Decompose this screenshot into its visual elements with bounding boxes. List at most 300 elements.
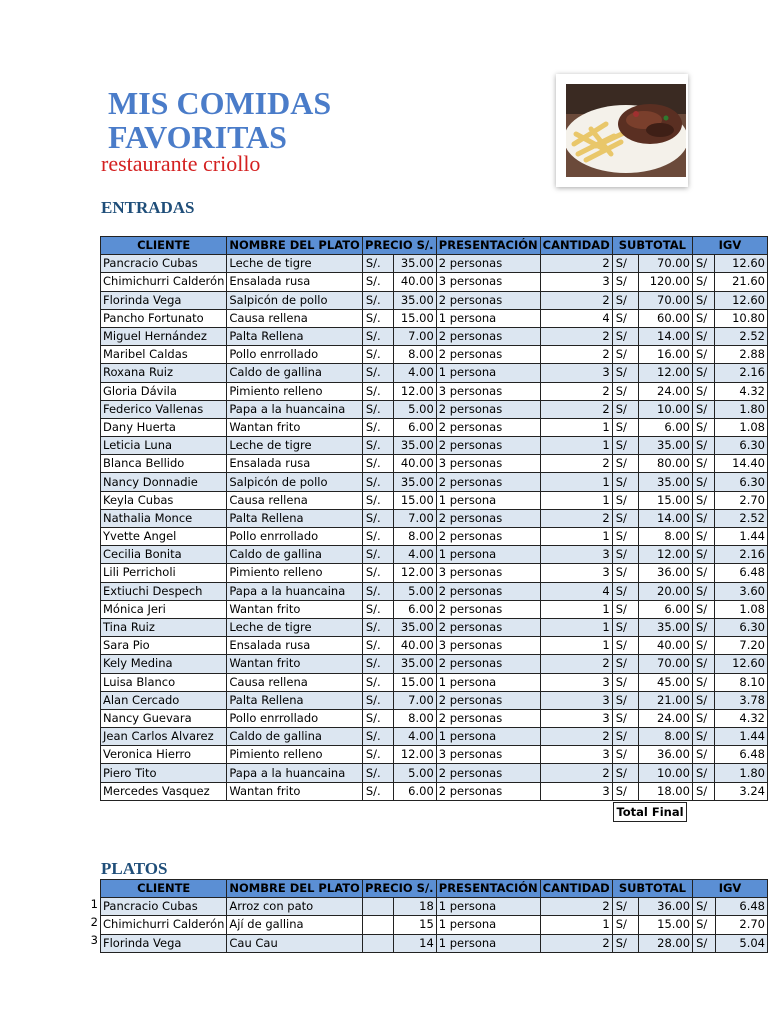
cell-igv: 21.60 xyxy=(715,273,768,291)
table-row xyxy=(101,898,768,916)
cell-subtotal-currency: S/ xyxy=(612,273,639,291)
cell-presentacion: 2 personas xyxy=(436,618,540,636)
cell-igv-currency: S/ xyxy=(692,437,714,455)
cell-subtotal-currency: S/ xyxy=(612,473,639,491)
cell-precio: 4.00 xyxy=(393,546,436,564)
cell-subtotal-currency: S/ xyxy=(612,364,639,382)
cell-plato: Leche de tigre xyxy=(227,255,362,273)
cell-igv: 4.32 xyxy=(715,709,768,727)
table-row xyxy=(101,400,768,418)
cell-igv: 1.80 xyxy=(715,400,768,418)
cell-subtotal-currency: S/ xyxy=(612,546,639,564)
cell-cliente: Maribel Caldas xyxy=(101,346,227,364)
cell-presentacion: 1 persona xyxy=(436,728,540,746)
cell-precio: 40.00 xyxy=(393,455,436,473)
title-line-2: FAVORITAS xyxy=(108,119,287,155)
cell-igv: 2.16 xyxy=(715,364,768,382)
cell-igv: 10.80 xyxy=(715,309,768,327)
cell-plato: Causa rellena xyxy=(227,309,362,327)
cell-cliente: Federico Vallenas xyxy=(101,400,227,418)
cell-precio-currency: S/. xyxy=(362,764,393,782)
cell-igv-currency: S/ xyxy=(692,618,714,636)
cell-plato: Ensalada rusa xyxy=(227,273,362,291)
cell-precio: 35.00 xyxy=(393,437,436,455)
page-title xyxy=(108,86,331,154)
cell-subtotal-currency: S/ xyxy=(612,437,639,455)
cell-precio-currency: S/. xyxy=(362,437,393,455)
cell-cantidad: 2 xyxy=(540,764,612,782)
cell-cantidad: 3 xyxy=(540,564,612,582)
col-header-igv: IGV xyxy=(693,880,768,898)
cell-subtotal: 14.00 xyxy=(639,509,693,527)
cell-presentacion: 1 persona xyxy=(436,309,540,327)
cell-igv-currency: S/ xyxy=(693,934,716,952)
cell-presentacion: 2 personas xyxy=(436,473,540,491)
cell-subtotal: 35.00 xyxy=(639,473,693,491)
cell-presentacion: 1 persona xyxy=(436,364,540,382)
total-final-label: Total Final xyxy=(613,802,687,822)
cell-presentacion: 2 personas xyxy=(436,418,540,436)
cell-precio: 7.00 xyxy=(393,691,436,709)
cell-precio: 6.00 xyxy=(393,418,436,436)
cell-precio: 4.00 xyxy=(393,364,436,382)
col-header-subtotal: SUBTOTAL xyxy=(612,880,692,898)
cell-presentacion: 3 personas xyxy=(436,637,540,655)
cell-subtotal-currency: S/ xyxy=(612,673,639,691)
cell-plato: Arroz con pato xyxy=(227,898,362,916)
cell-cantidad: 3 xyxy=(540,673,612,691)
cell-plato: Pimiento relleno xyxy=(227,746,362,764)
cell-precio: 35.00 xyxy=(393,655,436,673)
table-row xyxy=(101,255,768,273)
cell-cliente: Miguel Hernández xyxy=(101,327,227,345)
cell-igv: 7.20 xyxy=(715,637,768,655)
cell-subtotal: 8.00 xyxy=(639,728,693,746)
cell-igv: 12.60 xyxy=(715,655,768,673)
cell-cliente: Pancracio Cubas xyxy=(101,898,227,916)
cell-igv: 2.70 xyxy=(715,491,768,509)
cell-subtotal-currency: S/ xyxy=(612,327,639,345)
table-row xyxy=(101,764,768,782)
cell-igv: 2.16 xyxy=(715,546,768,564)
table-row xyxy=(101,673,768,691)
cell-subtotal: 16.00 xyxy=(639,346,693,364)
cell-presentacion: 2 personas xyxy=(436,509,540,527)
cell-igv: 1.44 xyxy=(715,728,768,746)
cell-precio: 4.00 xyxy=(393,728,436,746)
cell-cliente: Luisa Blanco xyxy=(101,673,227,691)
cell-precio-currency: S/. xyxy=(362,418,393,436)
cell-presentacion: 2 personas xyxy=(436,655,540,673)
cell-igv-currency: S/ xyxy=(692,382,714,400)
cell-cliente: Roxana Ruiz xyxy=(101,364,227,382)
table-row xyxy=(101,934,768,952)
cell-cliente: Florinda Vega xyxy=(101,291,227,309)
cell-plato: Caldo de gallina xyxy=(227,728,362,746)
cell-precio: 6.00 xyxy=(393,600,436,618)
cell-cliente: Cecilia Bonita xyxy=(101,546,227,564)
col-header-presentacion: PRESENTACIÓN xyxy=(436,880,540,898)
cell-precio: 15.00 xyxy=(393,673,436,691)
cell-cliente: Mercedes Vasquez xyxy=(101,782,227,800)
cell-subtotal: 8.00 xyxy=(639,528,693,546)
cell-subtotal-currency: S/ xyxy=(612,400,639,418)
col-header-cantidad: CANTIDAD xyxy=(540,880,612,898)
cell-precio-currency: S/. xyxy=(362,673,393,691)
cell-subtotal-currency: S/ xyxy=(612,491,639,509)
cell-subtotal-currency: S/ xyxy=(612,655,639,673)
cell-cliente: Keyla Cubas xyxy=(101,491,227,509)
cell-plato: Ensalada rusa xyxy=(227,637,362,655)
cell-precio-currency: S/. xyxy=(362,564,393,582)
cell-cliente: Leticia Luna xyxy=(101,437,227,455)
cell-precio-currency: S/. xyxy=(362,327,393,345)
cell-cliente: Chimichurri Calderón xyxy=(101,916,227,934)
cell-precio: 6.00 xyxy=(393,782,436,800)
cell-igv: 2.52 xyxy=(715,327,768,345)
cell-cantidad: 1 xyxy=(540,600,612,618)
cell-cliente: Dany Huerta xyxy=(101,418,227,436)
cell-plato: Salpicón de pollo xyxy=(227,473,362,491)
cell-precio-currency: S/. xyxy=(362,655,393,673)
col-header-igv: IGV xyxy=(692,237,767,255)
cell-igv-currency: S/ xyxy=(692,291,714,309)
cell-igv: 6.30 xyxy=(715,437,768,455)
cell-cantidad: 2 xyxy=(540,291,612,309)
col-header-precio: PRECIO S/. xyxy=(362,237,436,255)
section-title-platos: PLATOS xyxy=(101,859,168,878)
cell-precio: 7.00 xyxy=(393,509,436,527)
table-row xyxy=(101,364,768,382)
cell-precio: 15.00 xyxy=(393,491,436,509)
platos-table xyxy=(100,879,768,953)
table-row xyxy=(101,728,768,746)
cell-precio-currency: S/. xyxy=(362,255,393,273)
cell-igv-currency: S/ xyxy=(692,309,714,327)
cell-igv-currency: S/ xyxy=(692,255,714,273)
table-row xyxy=(101,546,768,564)
cell-presentacion: 2 personas xyxy=(436,764,540,782)
entradas-table xyxy=(100,236,768,801)
cell-subtotal: 36.00 xyxy=(639,746,693,764)
cell-subtotal: 10.00 xyxy=(639,400,693,418)
cell-igv: 8.10 xyxy=(715,673,768,691)
cell-subtotal-currency: S/ xyxy=(612,309,639,327)
cell-igv-currency: S/ xyxy=(693,898,716,916)
cell-igv-currency: S/ xyxy=(692,364,714,382)
cell-cliente: Mónica Jeri xyxy=(101,600,227,618)
cell-subtotal: 35.00 xyxy=(639,618,693,636)
cell-cliente: Pancracio Cubas xyxy=(101,255,227,273)
cell-igv: 3.24 xyxy=(715,782,768,800)
cell-presentacion: 2 personas xyxy=(436,691,540,709)
food-photo-icon xyxy=(566,84,686,177)
cell-precio: 7.00 xyxy=(393,327,436,345)
cell-presentacion: 2 personas xyxy=(436,437,540,455)
table-row xyxy=(101,528,768,546)
cell-precio-currency: S/. xyxy=(362,473,393,491)
cell-precio-currency: S/. xyxy=(362,309,393,327)
table-row xyxy=(101,782,768,800)
cell-plato: Pimiento relleno xyxy=(227,564,362,582)
cell-cantidad: 2 xyxy=(540,255,612,273)
cell-precio-currency: S/. xyxy=(362,491,393,509)
cell-presentacion: 1 persona xyxy=(436,546,540,564)
cell-precio-currency: S/. xyxy=(362,637,393,655)
cell-subtotal: 36.00 xyxy=(639,564,693,582)
table-row xyxy=(101,564,768,582)
col-header-plato: NOMBRE DEL PLATO xyxy=(227,880,362,898)
cell-plato: Wantan frito xyxy=(227,782,362,800)
table-row xyxy=(101,655,768,673)
cell-igv: 1.08 xyxy=(715,418,768,436)
page-subtitle: restaurante criollo xyxy=(101,151,261,176)
cell-igv: 6.48 xyxy=(715,746,768,764)
row-number: 3 xyxy=(90,933,98,947)
cell-subtotal: 21.00 xyxy=(639,691,693,709)
cell-presentacion: 2 personas xyxy=(436,346,540,364)
table-row xyxy=(101,600,768,618)
cell-igv: 6.30 xyxy=(715,473,768,491)
cell-igv-currency: S/ xyxy=(692,655,714,673)
table-row xyxy=(101,746,768,764)
cell-presentacion: 3 personas xyxy=(436,564,540,582)
table-row xyxy=(101,637,768,655)
cell-cantidad: 2 xyxy=(540,382,612,400)
cell-subtotal: 14.00 xyxy=(639,327,693,345)
cell-cliente: Kely Medina xyxy=(101,655,227,673)
cell-igv: 1.44 xyxy=(715,528,768,546)
cell-cantidad: 3 xyxy=(540,546,612,564)
cell-precio: 8.00 xyxy=(393,709,436,727)
cell-cantidad: 2 xyxy=(540,728,612,746)
cell-subtotal-currency: S/ xyxy=(612,528,639,546)
cell-presentacion: 1 persona xyxy=(436,491,540,509)
cell-cantidad: 3 xyxy=(540,691,612,709)
cell-igv-currency: S/ xyxy=(692,764,714,782)
cell-igv-currency: S/ xyxy=(692,546,714,564)
cell-plato: Wantan frito xyxy=(227,600,362,618)
cell-cantidad: 2 xyxy=(540,934,612,952)
row-number: 1 xyxy=(90,897,98,911)
cell-subtotal: 80.00 xyxy=(639,455,693,473)
cell-igv-currency: S/ xyxy=(692,455,714,473)
cell-igv-currency: S/ xyxy=(692,418,714,436)
title-line-1: MIS COMIDAS xyxy=(108,85,332,121)
cell-plato: Pollo enrrollado xyxy=(227,528,362,546)
cell-subtotal: 15.00 xyxy=(639,916,693,934)
cell-subtotal: 10.00 xyxy=(639,764,693,782)
cell-igv-currency: S/ xyxy=(692,346,714,364)
cell-subtotal-currency: S/ xyxy=(612,746,639,764)
table-row xyxy=(101,691,768,709)
cell-precio-currency: S/. xyxy=(362,618,393,636)
cell-igv-currency: S/ xyxy=(692,509,714,527)
cell-plato: Pollo enrrollado xyxy=(227,346,362,364)
cell-igv-currency: S/ xyxy=(692,582,714,600)
cell-precio-currency xyxy=(362,916,393,934)
cell-subtotal: 45.00 xyxy=(639,673,693,691)
cell-plato: Pimiento relleno xyxy=(227,382,362,400)
cell-precio-currency: S/. xyxy=(362,291,393,309)
cell-precio: 12.00 xyxy=(393,564,436,582)
cell-plato: Wantan frito xyxy=(227,655,362,673)
cell-subtotal: 6.00 xyxy=(639,600,693,618)
cell-presentacion: 3 personas xyxy=(436,746,540,764)
cell-precio: 5.00 xyxy=(393,582,436,600)
cell-cantidad: 1 xyxy=(540,418,612,436)
table-row xyxy=(101,473,768,491)
cell-igv: 4.32 xyxy=(715,382,768,400)
cell-subtotal-currency: S/ xyxy=(612,898,639,916)
cell-plato: Salpicón de pollo xyxy=(227,291,362,309)
cell-subtotal: 60.00 xyxy=(639,309,693,327)
cell-cliente: Yvette Angel xyxy=(101,528,227,546)
cell-subtotal: 24.00 xyxy=(639,382,693,400)
cell-precio: 40.00 xyxy=(393,637,436,655)
cell-presentacion: 1 persona xyxy=(436,916,540,934)
cell-subtotal: 12.00 xyxy=(639,546,693,564)
cell-precio-currency: S/. xyxy=(362,509,393,527)
cell-presentacion: 2 personas xyxy=(436,400,540,418)
cell-cantidad: 4 xyxy=(540,309,612,327)
cell-plato: Leche de tigre xyxy=(227,618,362,636)
cell-igv-currency: S/ xyxy=(692,564,714,582)
cell-precio-currency xyxy=(362,934,393,952)
cell-precio: 15.00 xyxy=(393,309,436,327)
cell-subtotal-currency: S/ xyxy=(612,509,639,527)
cell-precio: 15 xyxy=(393,916,436,934)
cell-cantidad: 1 xyxy=(540,437,612,455)
cell-subtotal: 70.00 xyxy=(639,655,693,673)
cell-presentacion: 3 personas xyxy=(436,455,540,473)
cell-cliente: Extiuchi Despech xyxy=(101,582,227,600)
cell-subtotal-currency: S/ xyxy=(612,764,639,782)
cell-cantidad: 4 xyxy=(540,582,612,600)
cell-igv: 1.08 xyxy=(715,600,768,618)
cell-presentacion: 2 personas xyxy=(436,582,540,600)
cell-precio-currency: S/. xyxy=(362,728,393,746)
cell-subtotal-currency: S/ xyxy=(612,382,639,400)
cell-cantidad: 1 xyxy=(540,618,612,636)
cell-cantidad: 3 xyxy=(540,273,612,291)
cell-subtotal-currency: S/ xyxy=(612,618,639,636)
cell-precio-currency: S/. xyxy=(362,582,393,600)
cell-presentacion: 2 personas xyxy=(436,327,540,345)
cell-cliente: Pancho Fortunato xyxy=(101,309,227,327)
cell-precio: 5.00 xyxy=(393,764,436,782)
cell-subtotal: 6.00 xyxy=(639,418,693,436)
cell-cliente: Piero Tito xyxy=(101,764,227,782)
cell-presentacion: 2 personas xyxy=(436,528,540,546)
cell-subtotal-currency: S/ xyxy=(612,728,639,746)
cell-cantidad: 2 xyxy=(540,455,612,473)
table-row xyxy=(101,273,768,291)
cell-cantidad: 1 xyxy=(540,491,612,509)
cell-cliente: Nancy Donnadie xyxy=(101,473,227,491)
cell-subtotal: 70.00 xyxy=(639,255,693,273)
cell-precio-currency: S/. xyxy=(362,600,393,618)
cell-precio-currency: S/. xyxy=(362,346,393,364)
cell-subtotal-currency: S/ xyxy=(612,782,639,800)
cell-subtotal-currency: S/ xyxy=(612,934,639,952)
cell-cliente: Alan Cercado xyxy=(101,691,227,709)
cell-subtotal: 20.00 xyxy=(639,582,693,600)
cell-precio: 5.00 xyxy=(393,400,436,418)
cell-presentacion: 2 personas xyxy=(436,709,540,727)
cell-precio: 18 xyxy=(393,898,436,916)
cell-presentacion: 1 persona xyxy=(436,673,540,691)
cell-subtotal-currency: S/ xyxy=(612,582,639,600)
cell-igv: 3.60 xyxy=(715,582,768,600)
cell-cantidad: 3 xyxy=(540,709,612,727)
cell-cliente: Veronica Hierro xyxy=(101,746,227,764)
cell-igv-currency: S/ xyxy=(692,528,714,546)
cell-cliente: Blanca Bellido xyxy=(101,455,227,473)
cell-igv: 2.70 xyxy=(715,916,767,934)
cell-subtotal: 70.00 xyxy=(639,291,693,309)
col-header-presentacion: PRESENTACIÓN xyxy=(436,237,540,255)
cell-igv-currency: S/ xyxy=(692,782,714,800)
food-photo xyxy=(556,74,688,187)
cell-igv: 14.40 xyxy=(715,455,768,473)
cell-precio-currency: S/. xyxy=(362,273,393,291)
cell-cliente: Tina Ruiz xyxy=(101,618,227,636)
cell-plato: Causa rellena xyxy=(227,673,362,691)
cell-precio-currency: S/. xyxy=(362,709,393,727)
cell-subtotal: 18.00 xyxy=(639,782,693,800)
section-title-entradas: ENTRADAS xyxy=(101,198,195,217)
cell-cliente: Lili Perricholi xyxy=(101,564,227,582)
cell-cantidad: 2 xyxy=(540,509,612,527)
table-row xyxy=(101,346,768,364)
cell-precio: 8.00 xyxy=(393,528,436,546)
cell-plato: Leche de tigre xyxy=(227,437,362,455)
cell-igv-currency: S/ xyxy=(692,746,714,764)
cell-igv-currency: S/ xyxy=(692,400,714,418)
col-header-plato: NOMBRE DEL PLATO xyxy=(227,237,362,255)
cell-plato: Caldo de gallina xyxy=(227,364,362,382)
cell-precio-currency: S/. xyxy=(362,746,393,764)
cell-plato: Papa a la huancaina xyxy=(227,400,362,418)
cell-igv-currency: S/ xyxy=(693,916,716,934)
row-number: 2 xyxy=(90,915,98,929)
cell-cantidad: 2 xyxy=(540,327,612,345)
cell-cantidad: 2 xyxy=(540,898,612,916)
table-row xyxy=(101,509,768,527)
cell-presentacion: 2 personas xyxy=(436,600,540,618)
cell-cliente: Florinda Vega xyxy=(101,934,227,952)
cell-precio-currency xyxy=(362,898,393,916)
cell-presentacion: 2 personas xyxy=(436,782,540,800)
cell-cantidad: 3 xyxy=(540,782,612,800)
cell-plato: Palta Rellena xyxy=(227,327,362,345)
cell-subtotal-currency: S/ xyxy=(612,418,639,436)
cell-presentacion: 3 personas xyxy=(436,273,540,291)
cell-subtotal-currency: S/ xyxy=(612,291,639,309)
table-header-row xyxy=(101,237,768,255)
table-row xyxy=(101,491,768,509)
cell-precio: 35.00 xyxy=(393,618,436,636)
cell-subtotal: 24.00 xyxy=(639,709,693,727)
cell-igv: 6.48 xyxy=(715,564,768,582)
cell-cantidad: 3 xyxy=(540,746,612,764)
cell-precio: 35.00 xyxy=(393,473,436,491)
cell-cantidad: 1 xyxy=(540,528,612,546)
table-row xyxy=(101,418,768,436)
cell-subtotal: 40.00 xyxy=(639,637,693,655)
cell-cantidad: 1 xyxy=(540,637,612,655)
